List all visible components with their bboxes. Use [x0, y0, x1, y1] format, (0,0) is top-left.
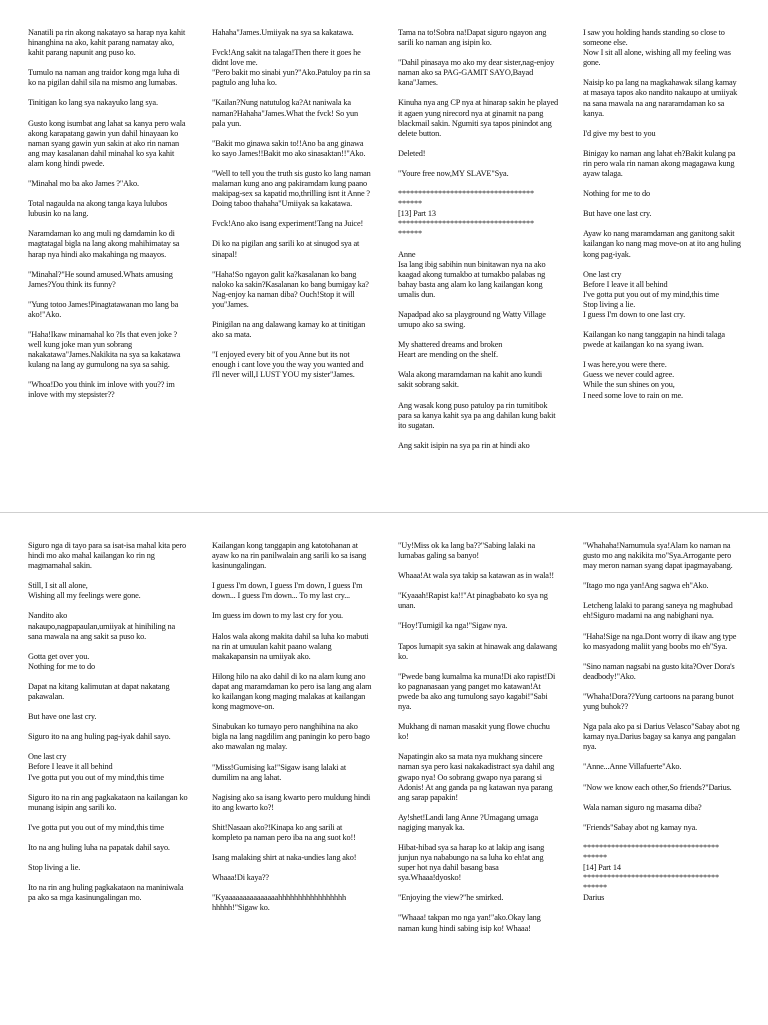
paragraph: Nandito ako nakaupo,nagpapaulan,umiiyak at hinihiling na sana mawala na ang sakit sa puso ko.	[28, 611, 176, 641]
paragraph: "Well to tell you the truth sis gusto ko lang naman malaman kung ano ang pakiramdam kung paano makipag-sex sa kapatid mo,thrilling isnt it Anne ?Doing taboo thahaha"Umiiyak sa kakatawa.	[212, 168, 371, 209]
paragraph: But have one last cry.	[583, 209, 652, 219]
paragraph: Hahaha"James.Umiiyak na sya sa kakatawa.	[212, 28, 354, 37]
paragraph: Total nagaulda na akong tanga kaya lulubos lubusin ko na lang.	[28, 199, 168, 219]
paragraph: "Whaaa! takpan mo nga yan!"ako.Okay lang naman kung hindi sabing isip ko! Whaaa!	[398, 913, 541, 933]
page-spread-top	[0, 0, 768, 512]
paragraph: My shattered dreams and broken Heart are mending on the shelf.	[398, 340, 503, 360]
paragraph: I was here,you were there. Guess we never could agree. While the sun shines on you, I need some love to rain on me.	[583, 360, 683, 400]
paragraph: Tapos lumapit sya sakin at hinawak ang dalawang ko.	[398, 641, 557, 661]
paragraph: "Kailan?Nung natutulog ka?At naniwala ka naman?Hahaha"James.What the fvck! So yun pala yun.	[212, 98, 358, 128]
paragraph: "Haha!So ngayon galit ka?kasalanan ko bang naloko ka sakin?Kasalanan ko bang bumigay ka?Nag-enjoy ka naman diba? Ouch!Stop it will you"James.	[212, 269, 369, 309]
paragraph: Kailangan kong tanggapin ang katotohanan at ayaw ko na rin panilwalain ang sarili ko sa isang kasinungalingan.	[212, 541, 367, 571]
paragraph: I saw you holding hands standing so close to someone else. Now I sit all alone, wishing all my feeling was gone.	[583, 28, 731, 68]
paragraph: "Youre free now,MY SLAVE"Sya.	[398, 168, 509, 178]
paragraph: Siguro nga di tayo para sa isat-isa mahal kita pero hindi mo ako mahal kailangan ko rin ng magmamahal sakin.	[28, 541, 187, 571]
paragraph: Mukhang di naman masakit yung flowe chuchu ko!	[398, 722, 550, 742]
paragraph: Naisip ko pa lang na magkahawak silang kamay at masaya tapos ako nandito nakaupo at umiiyak na sana mawala na ang nararamdaman ko sa kanya.	[583, 78, 738, 118]
paragraph: Isang malaking shirt at naka-undies lang ako!	[212, 853, 357, 863]
paragraph: Hibat-hibad sya sa harap ko at lakip ang isang junjun nya nababungo na sa luha ko eh!at ang super hot nya dahil basang basa sya.Whaaa!dyosko!	[398, 842, 545, 883]
paragraph: Di ko na pigilan ang sarili ko at sinugod sya at sinapal!	[212, 239, 360, 259]
paragraph: ********************************** ****** [13] Part 13 ********************************** ******	[398, 189, 534, 239]
paragraph: "Pwede bang kumalma ka muna!Di ako rapist!Di ko pagnanasaan yang panget mo katawan!At pwede ba ako ang tumulong sayo kagabi!"Sabi nya.	[398, 671, 556, 712]
paragraph: Whaaa!At wala sya takip sa katawan as in wala!!	[398, 571, 555, 581]
paragraph: Nagising ako sa isang kwarto pero muldung hindi ito ang kwarto ko?!	[212, 792, 371, 812]
paragraph: I've gotta put you out of my mind,this time	[28, 822, 164, 832]
paragraph: "Kyaaah!Rapist ka!!"At pinagbabato ko sya ng unan.	[398, 591, 548, 611]
paragraph: "Whoa!Do you think im inlove with you?? im inlove with my stepsister??	[28, 380, 175, 400]
paragraph: "Bakit mo ginawa sakin to!!Ano ba ang ginawa ko sayo James!!Bakit mo ako sinasaktan!!"Ako.	[212, 138, 366, 158]
paragraph: But have one last cry.	[28, 712, 97, 722]
paragraph: Dapat na kitang kalimutan at dapat nakatang pakawalan.	[28, 681, 170, 702]
paragraph: Halos wala akong makita dahil sa luha ko mabuti na rin at umuulan kahit paano walang makakapansin na umiiyak ako.	[212, 631, 369, 661]
paragraph: Ayaw ko nang maramdaman ang ganitong sakit kailangan ko nang mag move-on at ito ang huling kong pag-iyak.	[583, 229, 741, 259]
paragraph: "Itago mo nga yan!Ang sagwa eh"Ako.	[583, 581, 709, 591]
paragraph: "Minahal mo ba ako James ?"Ako.	[28, 179, 139, 189]
paragraph: Siguro ito na rin ang pagkakataon na kailangan ko munang isipin ang sarili ko.	[28, 792, 188, 812]
text-column-3	[398, 28, 558, 508]
paragraph: "Kyaaaaaaaaaaaaaaahhhhhhhhhhhhhhhhh hhhhh!"Sigaw ko.	[212, 893, 347, 913]
text-column-4	[583, 28, 743, 508]
paragraph: "Hoy!Tumigil ka nga!"Sigaw nya.	[398, 621, 508, 631]
paragraph: Letcheng lalaki to parang saneya ng maghubad eh!Siguro madami na ang nabighani nya.	[583, 601, 733, 621]
text-column-1	[28, 28, 188, 508]
paragraph: Nga pala ako pa si Darius Velasco"Sabay abot ng kamay nya.Darius bagay sa kanya ang pangalan nya.	[583, 722, 740, 752]
paragraph: Ang sakit isipin na sya pa rin at hindi ako	[398, 440, 530, 450]
paragraph: Kinuha nya ang CP nya at hinarap sakin he played it agaen yung nirecord nya at ginamit na pang blackmail sakin. Ngumiti sya tapos pinindot ang delete button.	[398, 98, 558, 138]
paragraph: Fvck!Ano ako isang experiment!Tang na Juice!	[212, 219, 364, 229]
paragraph: Tinitigan ko lang sya nakayuko lang sya.	[28, 98, 158, 108]
text-column-4	[583, 541, 743, 1021]
paragraph: "Minahal?"He sound amused.Whats amusing James?You think its funny?	[28, 269, 173, 289]
paragraph: I'd give my best to you	[583, 128, 656, 138]
paragraph: Whaaa!Di kaya??	[212, 873, 269, 883]
paragraph: "Friends"Sabay abot ng kamay nya.	[583, 822, 698, 832]
paragraph: Nothing for me to do	[583, 189, 651, 199]
paragraph: "Uy!Miss ok ka lang ba??"Sabing lalaki na lumabas galing sa banyo!	[398, 541, 536, 561]
paragraph: Still, I sit all alone, Wishing all my feelings were gone.	[28, 581, 141, 601]
paragraph: Tama na to!Sobra na!Dapat siguro ngayon ang sarili ko naman ang isipin ko.	[398, 28, 547, 48]
text-column-2	[212, 28, 372, 508]
paragraph: "Sino naman nagsabi na gusto kita?Over Dora's deadbody!"Ako.	[583, 661, 735, 681]
paragraph: Napatingin ako sa mata nya mukhang sincere naman sya pero kasi nakakadistract sya dahil ang gwapo nya! Oo sobrang gwapo nya parang si Adonis! At ang ganda pa ng katawan nya parang ang sarap papakin!	[398, 752, 555, 802]
paragraph: Napadpad ako sa playground ng Watty Village umupo ako sa swing.	[398, 309, 546, 330]
paragraph: Wala akong maramdaman na kahit ano kundi sakit sobrang sakit.	[398, 370, 543, 390]
paragraph: Gotta get over you. Nothing for me to do	[28, 651, 96, 671]
paragraph: Shit!Nasaan ako?!Kinapa ko ang sarili at kompleto pa naman pero iba na ang suot ko!!	[212, 822, 356, 842]
paragraph: Tumulo na naman ang traidor kong mga luha di ko na pigilan dahil sila na mismo ang lumabas.	[28, 68, 180, 88]
paragraph: Nanatili pa rin akong nakatayo sa harap nya kahit hinanghina na ako, kahit parang namatay ako, kahit parang napunit ang puso ko.	[28, 28, 186, 58]
paragraph: "Enjoying the view?"he smirked.	[398, 893, 504, 903]
paragraph: "Now we know each other,So friends?"Darius.	[583, 782, 732, 792]
paragraph: Binigay ko naman ang lahat eh?Bakit kulang pa rin pero wala rin naman akong magagawa kung ayaw talaga.	[583, 148, 736, 179]
paragraph: Wala naman siguro ng masama diba?	[583, 802, 702, 812]
paragraph: Naramdaman ko ang muli ng damdamin ko di magtatagal bigla na lang akong mahihimatay sa harap nya hindi ako makahinga ng maayos.	[28, 229, 180, 259]
text-column-2	[212, 541, 372, 1021]
paragraph: "Whaha!Dora??Yung cartoons na parang bunot yung buhok??	[583, 691, 734, 712]
paragraph: ********************************** ****** [14] Part 14 ********************************** ****** Darius	[583, 842, 719, 903]
paragraph: "Yung totoo James!Pinagtatawanan mo lang ba ako!"Ako.	[28, 299, 179, 319]
paragraph: Fvck!Ang sakit na talaga!Then there it goes he didnt love me. "Pero bakit mo sinabi yun?"Ako.Patuloy pa rin sa pagtulo ang luha ko.	[212, 48, 371, 88]
paragraph: Ang wasak kong puso patuloy pa rin tumitibok para sa kanya kahit sya pa ang dahilan kung bakit ito sugatan.	[398, 400, 556, 430]
paragraph: "Haha!Ikaw minamahal ko ?Is that even joke ?well kung joke man yun sobrang nakakatawa"James.Nakikita na sya sa kakatawa kulang na lang ay gumulong na sya sa sahig.	[28, 329, 181, 370]
paragraph: Ito na ang huling luha na papatak dahil sayo.	[28, 842, 170, 852]
paragraph: Ay!shet!Landi lang Anne ?Umagang umaga nagiging manyak ka.	[398, 812, 539, 832]
paragraph: Pinigilan na ang dalawang kamay ko at tinitigan ako sa mata.	[212, 319, 366, 340]
paragraph: "Haha!Sige na nga.Dont worry di ikaw ang type ko masyadong maliit yang boobs mo eh"Sya.	[583, 631, 737, 651]
paragraph: Hilong hilo na ako dahil di ko na alam kung ano dapat ang maramdaman ko pero isa lang ang alam ko kailangan kong maging malakas at kailangan kong magmove-on.	[212, 671, 372, 712]
paragraph: "I enjoyed every bit of you Anne but its not enough i cant love you the way you wanted and i'll never will,I LUST YOU my sister"James.	[212, 350, 364, 380]
paragraph: One last cry Before I leave it all behind I've gotta put you out of my mind,this time Stop living a lie. I guess I'm down to one last cry.	[583, 269, 719, 319]
text-column-1	[28, 541, 188, 1021]
paragraph: "Dahil pinasaya mo ako my dear sister,nag-enjoy naman ako sa PAG-GAMIT SAYO,Bayad kana"James.	[398, 58, 555, 88]
paragraph: Sinabukan ko tumayo pero nanghihina na ako bigla na lang nagdilim ang paningin ko pero bago ako mawalan ng malay.	[212, 722, 370, 752]
paragraph: Im guess im down to my last cry for you.	[212, 611, 343, 621]
paragraph: Deleted!	[398, 148, 426, 158]
page-spread-bottom	[0, 512, 768, 1025]
paragraph: Stop living a lie.	[28, 862, 81, 872]
paragraph: Ito na rin ang huling pagkakataon na maniniwala pa ako sa mga kasinungalingan mo.	[28, 883, 184, 903]
text-column-3	[398, 541, 558, 1021]
paragraph: Anne Isa lang ibig sabihin nun binitawan nya na ako kaagad akong tumakbo at tumakbo palabas ng bahay basta ang alam ko lang kailangan kong umalis dun.	[398, 249, 546, 299]
paragraph: One last cry Before I leave it all behind I've gotta put you out of my mind,this time	[28, 752, 164, 782]
paragraph: "Anne...Anne Villafuerte"Ako.	[583, 762, 682, 772]
paragraph: "Whahaha!Namumula sya!Alam ko naman na gusto mo ang nakikita mo"Sya.Arrogante pero may meron naman syang dapat ipagmayabang.	[583, 541, 733, 571]
paragraph: Gusto kong isumbat ang lahat sa kanya pero wala akong karapatang gawin yun dahil hinayaan ko naman syang gawin yun sakin at ako rin naman ang may kasalanan dahil minahal ko sya kahit alam kong hindi pwede.	[28, 118, 186, 168]
paragraph: "Miss!Gumising ka!"Sigaw isang lalaki at dumilim na ang lahat.	[212, 762, 346, 782]
paragraph: Kailangan ko nang tanggapin na hindi talaga pwede at kailangan ko na syang iwan.	[583, 330, 725, 350]
paragraph: I guess I'm down, I guess I'm down, I guess I'm down... I guess I'm down... To my last cry...	[212, 581, 363, 601]
paragraph: Siguro ito na ang huling pag-iyak dahil sayo.	[28, 732, 171, 742]
